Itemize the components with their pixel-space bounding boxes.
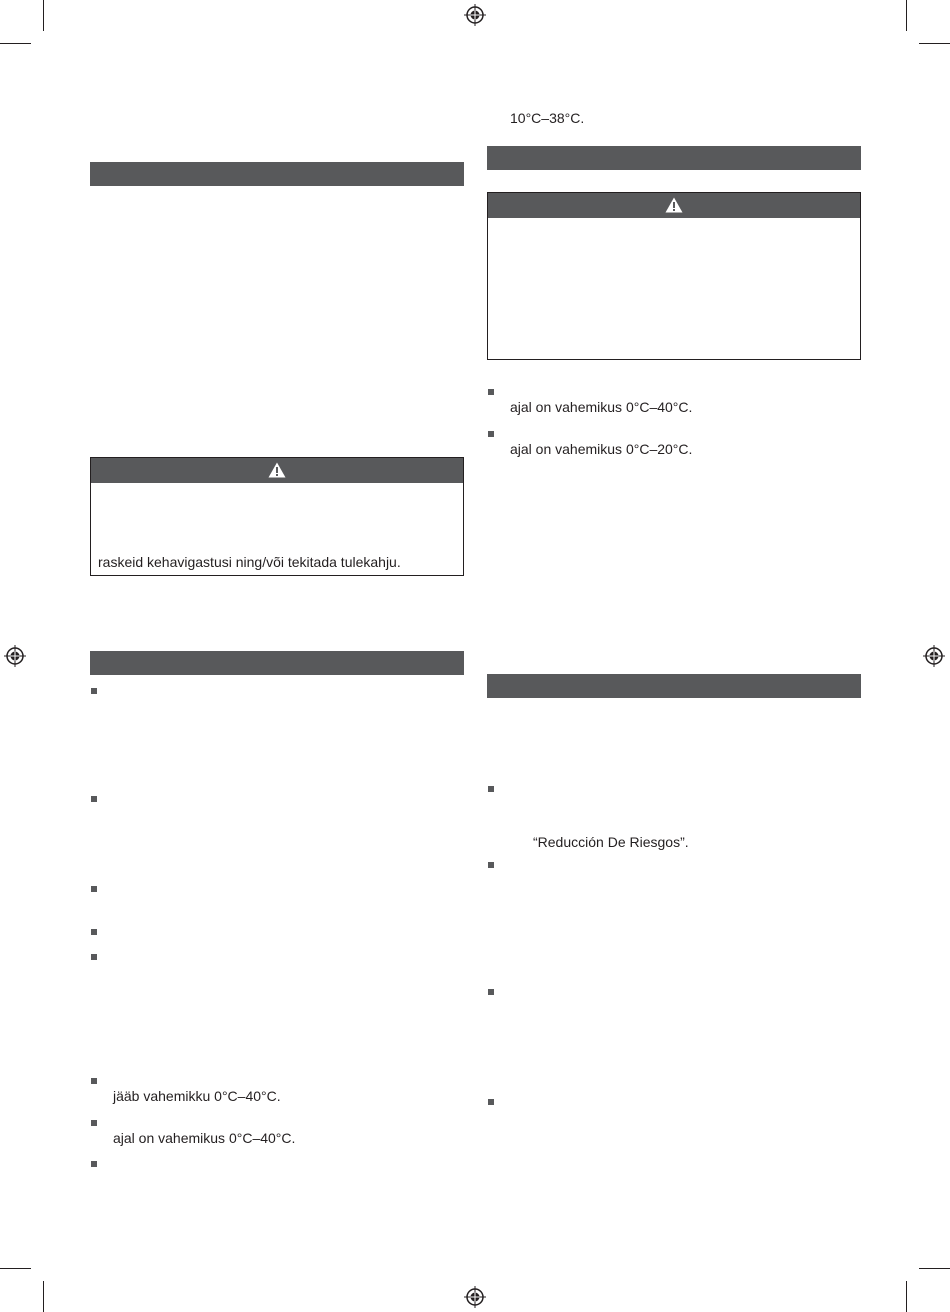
registration-mark-icon: [464, 4, 486, 26]
crop-mark: [0, 1268, 31, 1269]
bullet-square-icon: [488, 862, 494, 868]
crop-mark: [906, 1281, 907, 1312]
bullet-square-icon: [91, 1078, 97, 1084]
registration-mark-icon: [4, 645, 26, 667]
crop-mark: [43, 0, 44, 31]
warning-triangle-icon: [268, 462, 286, 478]
crop-mark: [43, 1281, 44, 1312]
warning-triangle-icon: [665, 197, 683, 213]
bullet-text: ajal on vahemikus 0°C–20°C.: [510, 441, 693, 457]
warning-header: [91, 458, 463, 483]
bullet-square-icon: [91, 1120, 97, 1126]
crop-mark: [919, 43, 950, 44]
registration-mark-icon: [464, 1286, 486, 1308]
bullet-square-icon: [91, 886, 97, 892]
crop-mark: [919, 1268, 950, 1269]
bullet-text: ajal on vahemikus 0°C–40°C.: [113, 1130, 296, 1146]
warning-header: [488, 193, 860, 218]
bullet-square-icon: [488, 1099, 494, 1105]
bullet-text: ajal on vahemikus 0°C–40°C.: [510, 399, 693, 415]
registration-mark-icon: [923, 645, 945, 667]
bullet-square-icon: [91, 796, 97, 802]
crop-mark: [906, 0, 907, 31]
bullet-square-icon: [91, 688, 97, 694]
bullet-square-icon: [488, 989, 494, 995]
warning-text: raskeid kehavigastusi ning/või tekitada tulekahju.: [98, 554, 401, 570]
section-header-bar: [90, 651, 464, 675]
warning-box: [90, 457, 464, 576]
bullet-square-icon: [91, 929, 97, 935]
bullet-square-icon: [488, 786, 494, 792]
crop-mark: [0, 43, 31, 44]
section-header-bar: [487, 146, 861, 170]
bullet-text: jääb vahemikku 0°C–40°C.: [113, 1088, 281, 1104]
warning-box: [487, 192, 861, 360]
bullet-square-icon: [91, 954, 97, 960]
bullet-square-icon: [488, 389, 494, 395]
bullet-square-icon: [91, 1161, 97, 1167]
section-header-bar: [90, 162, 464, 186]
continued-text: 10°C–38°C.: [510, 110, 585, 126]
section-header-bar: [487, 674, 861, 698]
bullet-square-icon: [488, 431, 494, 437]
reference-text: “Reducción De Riesgos”.: [533, 834, 689, 850]
